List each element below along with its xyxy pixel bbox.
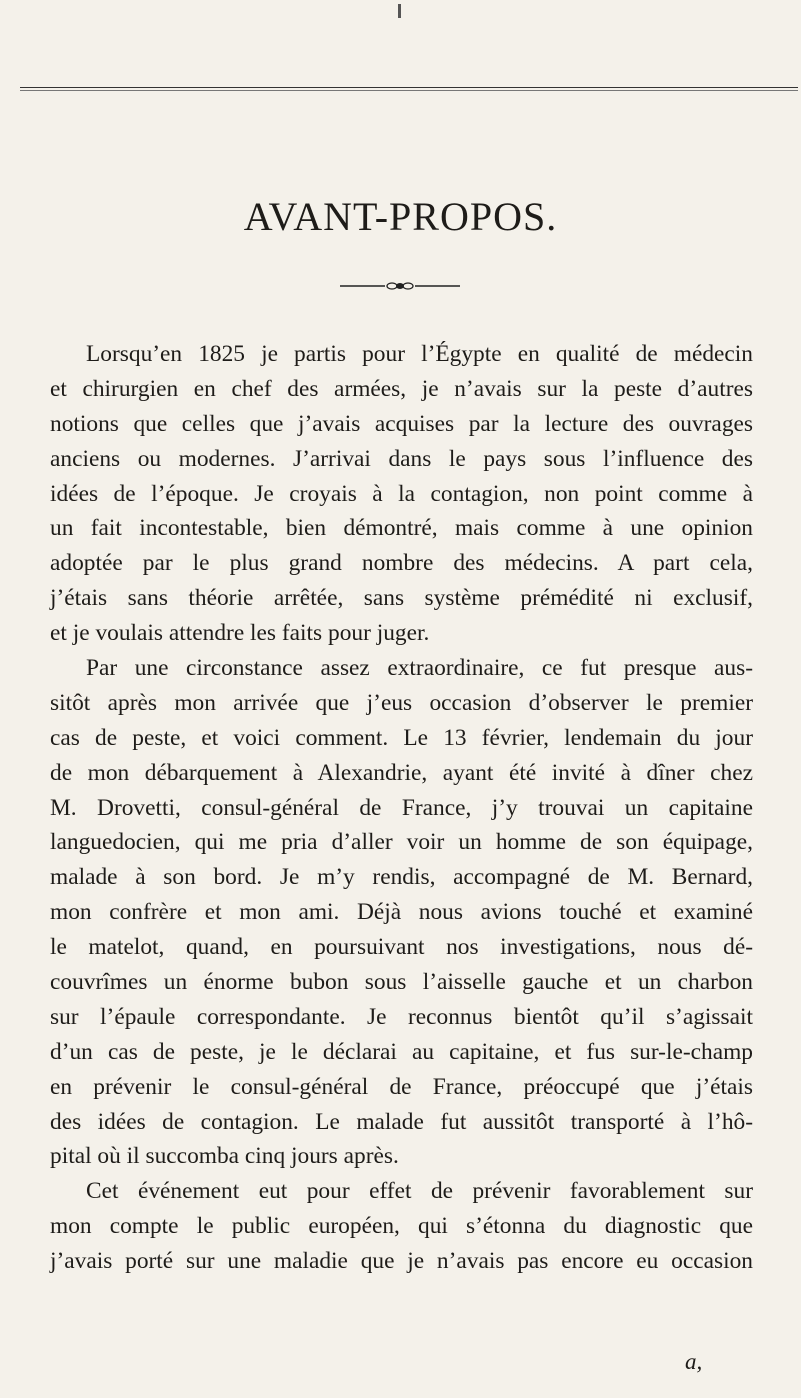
text-line: couvrîmes un énorme bubon sous l’aisselle gauche et un charbon	[50, 969, 753, 996]
text-line: Par une circonstance assez extraordinaire, ce fut presque aus-	[86, 655, 753, 682]
text-line: M. Drovetti, consul-général de France, j’y trouvai un capitaine	[50, 794, 753, 821]
text-line: mon compte le public européen, qui s’étonna du diagnostic que	[50, 1213, 753, 1240]
text-line: pital où il succomba cinq jours après.	[50, 1143, 399, 1170]
text-line: j’étais sans théorie arrêtée, sans système prémédité ni exclusif,	[50, 585, 753, 612]
catchword: a,	[685, 1349, 703, 1374]
text-line: mon confrère et mon ami. Déjà nous avions touché et examiné	[50, 899, 753, 926]
header-rule	[20, 87, 798, 91]
text-line: cas de peste, et voici comment. Le 13 février, lendemain du jour	[50, 724, 753, 751]
text-line: adoptée par le plus grand nombre des médecins. A part cela,	[50, 550, 753, 577]
text-line: en prévenir le consul-général de France, préoccupé que j’étais	[50, 1073, 753, 1100]
text-line: idées de l’époque. Je croyais à la contagion, non point comme à	[50, 480, 753, 507]
text-line: malade à son bord. Je m’y rendis, accompagné de M. Bernard,	[50, 864, 753, 891]
text-line: des idées de contagion. Le malade fut aussitôt transporté à l’hô-	[50, 1108, 753, 1135]
text-line: et je voulais attendre les faits pour juger.	[50, 620, 430, 647]
text-line: d’un cas de peste, je le déclarai au capitaine, et fus sur-le-champ	[50, 1038, 753, 1065]
text-line: Lorsqu’en 1825 je partis pour l’Égypte en qualité de médecin	[86, 341, 753, 367]
page-title: AVANT-PROPOS.	[243, 193, 558, 239]
text-line: de mon débarquement à Alexandrie, ayant été invité à dîner chez	[50, 759, 753, 786]
text-line: languedocien, qui me pria d’aller voir un homme de son équipage,	[50, 829, 753, 856]
text-line: un fait incontestable, bien démontré, mais comme à une opinion	[50, 515, 753, 542]
text-line: sitôt après mon arrivée que j’eus occasion d’observer le premier	[50, 689, 753, 716]
text-line: j’avais porté sur une maladie que je n’avais pas encore eu occasion	[50, 1248, 753, 1275]
page-edge-mark	[398, 4, 401, 18]
text-line: sur l’épaule correspondante. Je reconnus bientôt qu’il s’agissait	[50, 1003, 753, 1030]
text-line: notions que celles que j’avais acquises par la lecture des ouvrages	[50, 410, 753, 437]
text-line: anciens ou modernes. J’arrivai dans le pays sous l’influence des	[50, 445, 753, 472]
ornament-divider	[340, 281, 460, 291]
body-text	[50, 337, 753, 1279]
text-line: et chirurgien en chef des armées, je n’avais sur la peste d’autres	[50, 375, 753, 402]
text-line: le matelot, quand, en poursuivant nos investigations, nous dé-	[50, 934, 753, 961]
text-line: Cet événement eut pour effet de prévenir favorablement sur	[86, 1178, 753, 1205]
